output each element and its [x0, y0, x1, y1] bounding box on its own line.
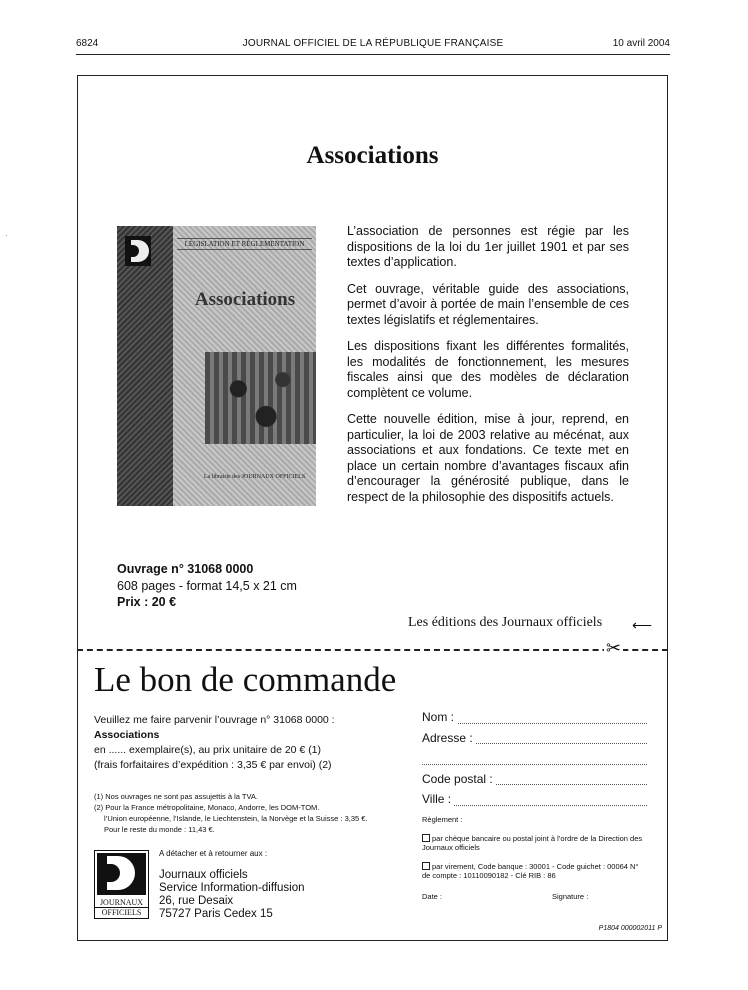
- nom-label: Nom :: [422, 710, 457, 724]
- order-book-title: Associations: [94, 729, 160, 741]
- order-form-heading: Le bon de commande: [94, 660, 397, 699]
- book-reference: [117, 561, 297, 611]
- note-1: (1) Nos ouvrages ne sont pas assujettis à la TVA.: [94, 792, 258, 801]
- page-number: 6824: [76, 38, 99, 49]
- adresse-label: Adresse :: [422, 731, 476, 745]
- cover-series: LÉGISLATION ET RÉGLEMENTATION: [177, 238, 312, 250]
- cut-line: [77, 649, 668, 651]
- journal-title: JOURNAL OFFICIEL DE LA RÉPUBLIQUE FRANÇAISE: [242, 38, 504, 49]
- reglement-label: Règlement :: [422, 814, 463, 824]
- jo-logo-icon: [125, 236, 151, 266]
- scissors-icon: ✂: [606, 638, 622, 658]
- detach-instruction: A détacher et à retourner aux :: [159, 849, 268, 858]
- date-field[interactable]: Date :: [422, 891, 443, 901]
- address-line: Service Information-diffusion: [159, 882, 305, 894]
- book-cover-image: [117, 226, 316, 506]
- order-request: Veuillez me faire parvenir l’ouvrage n° 31068 0000 :: [94, 714, 335, 726]
- cheque-text: par chèque bancaire ou postal joint à l’ordre de la Direction des Journaux officiels: [422, 833, 643, 852]
- header-rule: [76, 54, 670, 55]
- nom-field[interactable]: [422, 710, 647, 731]
- description-paragraph: L’association de personnes est régie par les dispositions de la loi du 1er juillet 1901 et par ses textes d’application.: [347, 224, 629, 269]
- address-line: Journaux officiels: [159, 869, 248, 881]
- code-postal-label: Code postal :: [422, 772, 496, 786]
- ville-label: Ville :: [422, 792, 454, 806]
- logo-text-1: JOURNAUX: [99, 898, 144, 907]
- book-price: Prix : 20 €: [117, 595, 177, 609]
- ad-title: Associations: [306, 142, 439, 169]
- issue-date: 10 avril 2004: [612, 38, 670, 49]
- address-line: 26, rue Desaix: [159, 895, 234, 907]
- description-paragraph: Cet ouvrage, véritable guide des associations, permet d’avoir à portée de main l’ensemble de ces textes législatifs et réglementaires.: [347, 281, 629, 327]
- note-2-world: Pour le reste du monde : 11,43 €.: [104, 825, 215, 834]
- payment-option-cheque[interactable]: [422, 834, 647, 852]
- publisher-line: Les éditions des Journaux officiels: [408, 615, 603, 630]
- adresse-field-line-2[interactable]: [422, 751, 647, 772]
- order-quantity-line: en ...... exemplaire(s), au prix unitaire de 20 € (1): [94, 744, 322, 756]
- book-format: 608 pages - format 14,5 x 21 cm: [117, 578, 297, 593]
- cover-spine: [117, 226, 173, 506]
- cover-title: Associations: [194, 289, 296, 310]
- note-2: (2) Pour la France métropolitaine, Monaco, Andorre, les DOM-TOM.: [94, 803, 320, 812]
- address-line: 75727 Paris Cedex 15: [159, 908, 273, 920]
- order-details: [94, 713, 404, 773]
- logo-text-2: OFFICIELS: [95, 907, 148, 917]
- date-signature-row: [422, 892, 647, 904]
- description-paragraph: Cette nouvelle édition, mise à jour, reprend, en particulier, la loi de 2003 relative au mécénat, aux associations et aux fondations. Ce texte met en place un certain nombre d’avantages fiscaux afin d’encourager la générosité publique, dans le respect de la philosophie des dispositifs actuels.: [347, 412, 629, 504]
- note-2-continued: l’Union européenne, l’Islande, le Liechtenstein, la Norvège et la Suisse : 3,35 €.: [104, 814, 368, 823]
- page-header: [76, 36, 670, 52]
- ville-field[interactable]: [422, 792, 647, 813]
- checkbox-icon[interactable]: [422, 834, 430, 842]
- ouvrage-number: Ouvrage n° 31068 0000: [117, 562, 254, 576]
- footer-code: P1804 000002011 P: [598, 925, 662, 932]
- code-postal-field[interactable]: [422, 772, 647, 793]
- adresse-field[interactable]: [422, 731, 647, 752]
- journaux-officiels-logo-icon: [94, 850, 149, 919]
- arrow-left-icon: ⟵: [632, 617, 653, 633]
- description-paragraph: Les dispositions fixant les différentes formalités, les modalités de fonctionnement, les mesures fiscales ainsi que des modèles de déclaration complètent ce volume.: [347, 339, 629, 400]
- virement-text: par virement, Code banque : 30001 - Code guichet : 00064 N° de compte : 10110090182 - Clé RIB : 86: [422, 861, 639, 880]
- order-shipping-line: (frais forfaitaires d’expédition : 3,35 € par envoi) (2): [94, 759, 332, 771]
- book-description: [347, 224, 629, 516]
- margin-mark: ·: [5, 231, 8, 240]
- mailing-address: [159, 869, 305, 921]
- order-notes: [94, 792, 404, 836]
- signature-field[interactable]: Signature :: [552, 891, 589, 901]
- checkbox-icon[interactable]: [422, 862, 430, 870]
- cover-imprint: La librairie des JOURNAUX OFFICIELS: [203, 474, 306, 480]
- payment-option-virement[interactable]: [422, 862, 647, 880]
- cover-photo: [205, 352, 316, 444]
- customer-form: [422, 710, 647, 904]
